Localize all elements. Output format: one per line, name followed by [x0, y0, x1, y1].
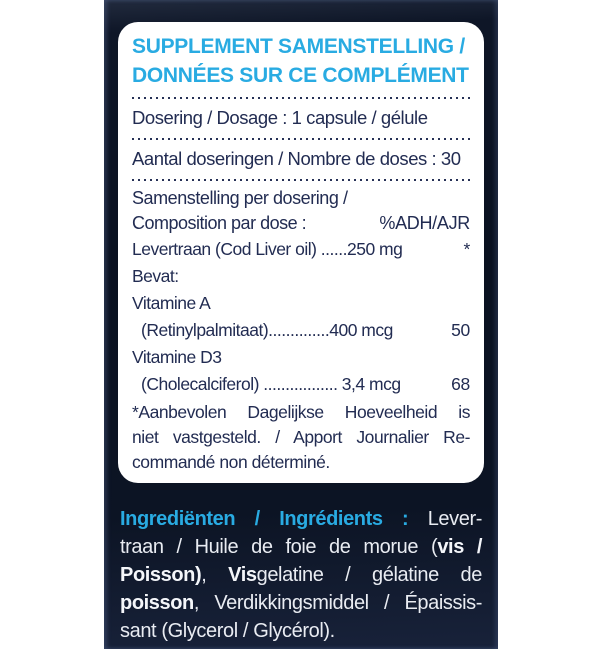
- panel-title: [132, 32, 470, 90]
- ingredients-line1: [120, 505, 482, 533]
- ingredients-line5: [120, 617, 482, 645]
- nutrient-row-levertraan: [132, 236, 470, 263]
- ingredients-text: Lever-: [427, 508, 482, 530]
- ingredients-line3: [120, 561, 482, 589]
- nutrient-row-vitamine-a: [132, 290, 470, 317]
- doses-line: Aantal doseringen / Nombre de doses : 30: [132, 148, 461, 169]
- nutrient-name: (Cholecalciferol) ................. 3,4 mcg: [141, 374, 401, 394]
- nutrient-row-bevat: [132, 263, 470, 290]
- panel-title-line2: DONNÉES SUR CE COMPLÉMENT: [132, 64, 469, 87]
- nutrient-name: (Retinylpalmitaat)..............400 mcg: [141, 320, 393, 340]
- ingredients-text: ,: [201, 564, 229, 586]
- nutrient-name: Bevat:: [132, 266, 179, 286]
- nutrient-adh: 50: [451, 320, 470, 340]
- dotted-separator-1: [132, 96, 470, 99]
- nutrient-name: Vitamine A: [132, 293, 211, 313]
- composition-header-row: [132, 211, 470, 236]
- ingredients-bold-text: vis /: [437, 536, 483, 558]
- nutrient-name: Vitamine D3: [132, 347, 222, 367]
- dosage-line: Dosering / Dosage : 1 capsule / gélule: [132, 107, 428, 128]
- nutrient-row-cholecalciferol: [132, 371, 470, 398]
- nutrient-row-retinylpalmitaat: [132, 317, 470, 344]
- ingredients-text: sant (Glycerol / Glycérol).: [120, 620, 335, 642]
- ingredients-text: , Verdikkingsmiddel / Épaissis-: [193, 592, 482, 614]
- nutrient-adh: 68: [451, 374, 470, 394]
- supplement-label: [104, 0, 498, 649]
- supplement-facts-panel: [118, 22, 484, 483]
- ingredients-line4: [120, 589, 482, 617]
- ingredients-line2: [120, 533, 482, 561]
- dotted-separator-2: [132, 137, 470, 140]
- adh-footnote: [132, 400, 470, 475]
- adh-ajr-header: %ADH/AJR: [379, 213, 470, 233]
- nutrient-row-vitamine-d3: [132, 344, 470, 371]
- nutrient-adh: *: [463, 239, 470, 259]
- footnote-line2: niet vastgesteld. / Apport Journalier Re-: [132, 427, 470, 447]
- ingredients-text: gelatine / gélatine de: [256, 564, 482, 586]
- ingredients-heading: Ingrediënten / Ingrédients :: [120, 508, 428, 530]
- nutrient-name: Levertraan (Cod Liver oil) ......250 mg: [132, 239, 403, 259]
- ingredients-text: traan / Huile de foie de morue (: [120, 536, 438, 558]
- ingredients-paragraph: [120, 505, 482, 645]
- ingredients-bold-text: Poisson): [120, 564, 202, 586]
- composition-header-line1: Samenstelling per dosering /: [132, 188, 348, 208]
- panel-title-line1: SUPPLEMENT SAMENSTELLING /: [132, 35, 465, 58]
- composition-header-line2: Composition par dose :: [132, 213, 307, 233]
- dotted-separator-3: [132, 178, 470, 181]
- footnote-line3: commandé non déterminé.: [132, 452, 330, 472]
- ingredients-bold-text: Vis: [228, 564, 257, 586]
- footnote-line1: *Aanbevolen Dagelijkse Hoeveelheid is: [132, 402, 470, 422]
- ingredients-bold-text: poisson: [120, 592, 194, 614]
